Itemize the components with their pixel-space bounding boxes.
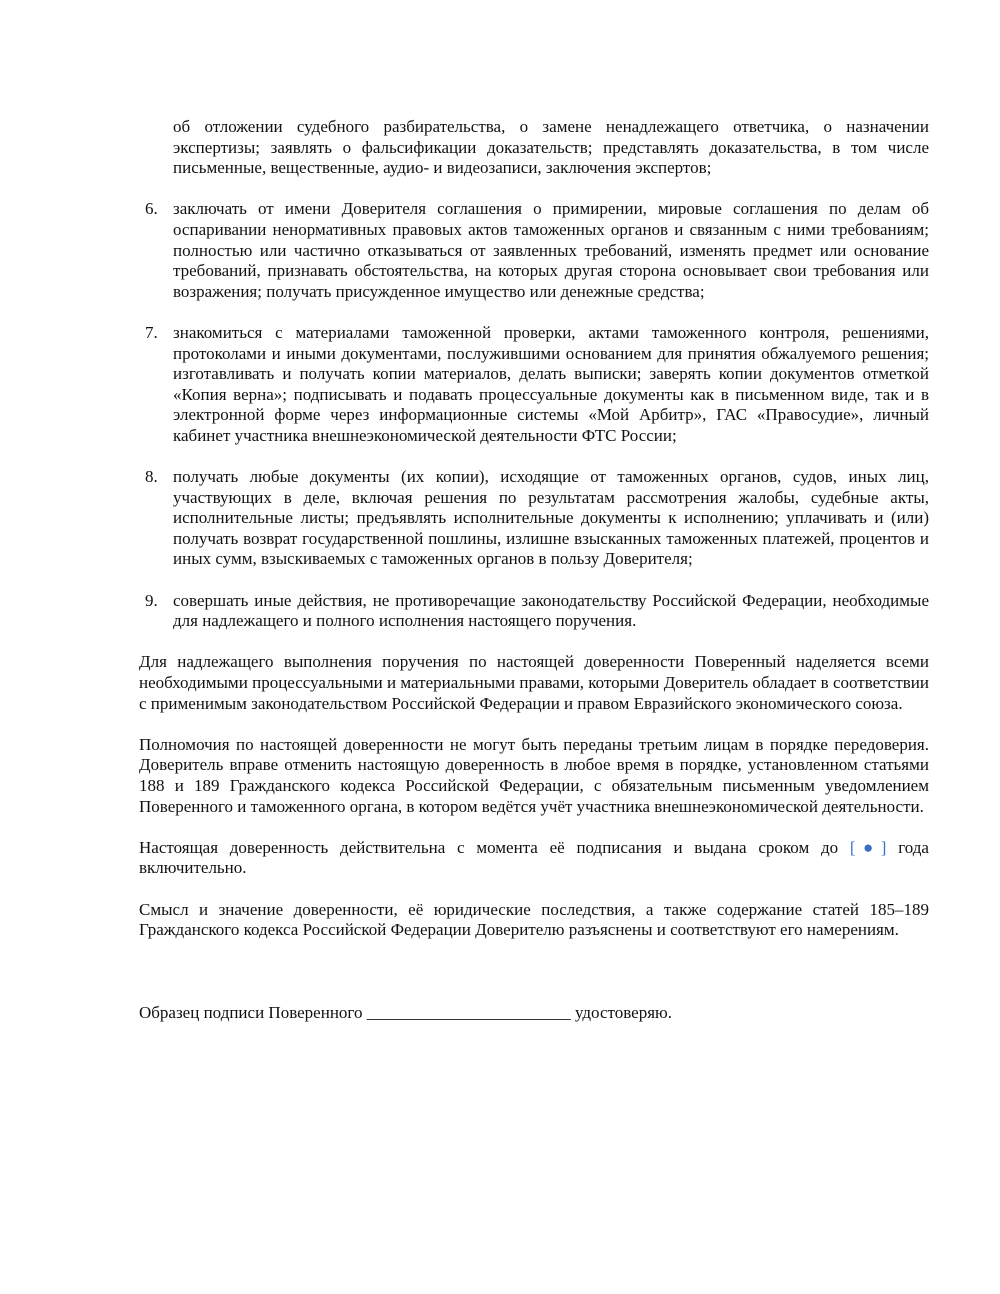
list-item-number: 9. [145,590,158,610]
list-item-8 [139,467,929,570]
list-item-9 [139,591,929,632]
list-item-number: 8. [145,467,158,487]
list-item-text: об отложении судебного разбирательства, о замене ненадлежащего ответчика, о назначении экспертизы; заявлять о фальсификации доказательств; представлять доказательства, в том числе письменные, вещественные, аудио- и видеозаписи, заключения экспертов; [173,117,929,178]
list-item-text: заключать от имени Доверителя соглашения о примирении, мировые соглашения по делам об оспаривании ненормативных правовых актов таможенных органов и связанным с ними требованиям; полностью или частично отказываться от заявленных требований, изменять предмет или основание требований, признавать обстоятельства, на которых другая сторона основывает свои требования или возражения; получать присужденное имущество или денежные средства; [173,199,929,301]
paragraph-validity [139,838,929,879]
list-item-6 [139,199,929,302]
date-placeholder[interactable]: [●] [849,837,887,857]
list-item-text: совершать иные действия, не противоречащие законодательству Российской Федерации, необходимые для надлежащего и полного исполнения настоящего поручения. [173,590,929,631]
validity-text-start: Настоящая доверенность действительна с момента её подписания и выдана сроком до [139,837,850,857]
list-item-number: 6. [145,199,158,219]
paragraph-revocation: Полномочия по настоящей доверенности не могут быть переданы третьим лицам в порядке передоверия. Доверитель вправе отменить настоящую доверенность в любое время в порядке, установленном статьями 188 и 189 Гражданского кодекса Российской Федерации, с обязательным письменным уведомлением Поверенного и таможенного органа, в котором ведётся учёт участника внешнеэкономической деятельности. [139,734,929,816]
list-item-7 [139,323,929,447]
document-page [139,117,929,1044]
paragraph-explanation: Смысл и значение доверенности, её юридические последствия, а также содержание статей 185–189 Гражданского кодекса Российской Федерации Доверителю разъяснены и соответствуют его намерениям. [139,899,929,940]
paragraph-rights: Для надлежащего выполнения поручения по настоящей доверенности Поверенный наделяется всеми необходимыми процессуальными и материальными правами, которыми Доверитель обладает в соответствии с применимым законодательством Российской Федерации и правом Евразийского экономического союза. [139,652,929,713]
signature-line: Образец подписи Поверенного ________________________ удостоверяю. [139,1002,672,1022]
validity-text-end: года включительно. [139,837,929,878]
list-item-continuation [139,117,929,179]
list-item-text: получать любые документы (их копии), исходящие от таможенных органов, судов, иных лиц, участвующих в деле, включая решения по результатам рассмотрения жалобы, судебные акты, исполнительные листы; предъявлять исполнительные документы к исполнению; уплачивать и (или) получать возврат государственной пошлины, излишне взысканных таможенных платежей, процентов и иных сумм, взыскиваемых с таможенных органов в пользу Доверителя; [173,467,929,569]
list-item-text: знакомиться с материалами таможенной проверки, актами таможенного контроля, решениями, протоколами и иными документами, послужившими основанием для принятия обжалуемого решения; изготавливать и получать копии материалов, делать выписки; заверять копии документов отметкой «Копия верна»; подписывать и подавать процессуальные документы как в письменном виде, так и в электронной форме через информационные системы «Мой Арбитр», ГАС «Правосудие», личный кабинет участника внешнеэкономической деятельности ФТС России; [173,322,929,445]
list-item-number: 7. [145,322,158,342]
